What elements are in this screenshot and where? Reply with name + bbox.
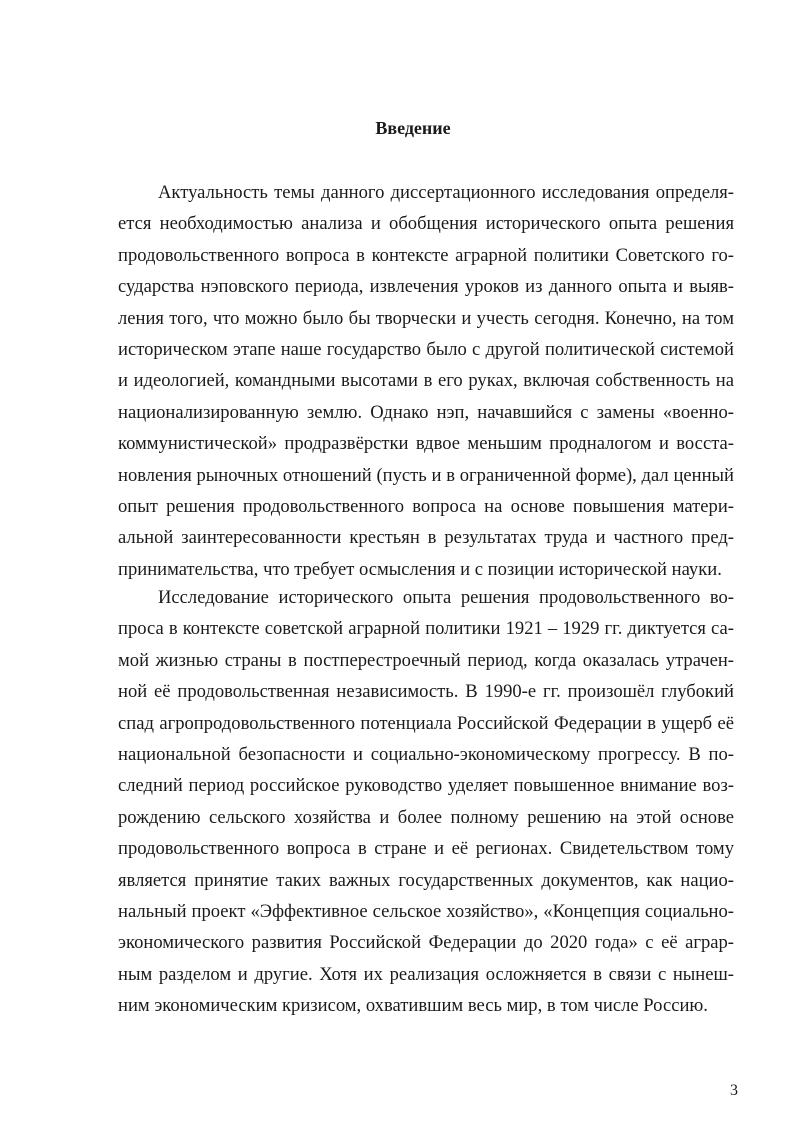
- text-line: следний период российское руководство уделяет повышенное внимание воз-: [118, 775, 734, 797]
- text-line: опыт решения продовольственного вопроса на основе повышения матери-: [118, 495, 734, 517]
- text-line: продовольственного вопроса в контексте аграрной политики Советского го-: [118, 244, 734, 266]
- paragraph: [118, 582, 734, 1021]
- text-line: проса в контексте советской аграрной политики 1921 – 1929 гг. диктуется са-: [118, 618, 734, 640]
- text-line: рождению сельского хозяйства и более полному решению на этой основе: [118, 806, 734, 828]
- text-line: ним экономическим кризисом, охватившим весь мир, в том числе Россию.: [118, 995, 708, 1017]
- text-line: экономического развития Российской Федерации до 2020 года» с её аграр-: [118, 932, 734, 954]
- text-line: альной заинтересованности крестьян в результатах труда и частного пред-: [118, 527, 734, 549]
- text-line: новления рыночных отношений (пусть и в ограниченной форме), дал ценный: [118, 464, 734, 486]
- text-line: продовольственного вопроса в стране и её регионах. Свидетельством тому: [118, 838, 734, 860]
- text-line: ной её продовольственная независимость. В 1990-е гг. произошёл глубокий: [118, 681, 734, 703]
- text-line: национальной безопасности и социально-экономическому прогрессу. В по-: [118, 744, 734, 766]
- text-line: сударства нэповского периода, извлечения уроков из данного опыта и выяв-: [118, 276, 734, 298]
- text-line: принимательства, что требует осмысления и с позиции исторической науки.: [118, 558, 722, 580]
- text-line: является принятие таких важных государственных документов, как нацио-: [118, 869, 734, 891]
- paragraph: [118, 177, 734, 585]
- text-line: ления того, что можно было бы творчески и учесть сегодня. Конечно, на том: [118, 307, 734, 329]
- text-line: ется необходимостью анализа и обобщения исторического опыта решения: [118, 213, 734, 235]
- text-line: ным разделом и другие. Хотя их реализация осложняется в связи с нынеш-: [118, 963, 734, 985]
- text-line: нальный проект «Эффективное сельское хозяйство», «Концепция социально-: [118, 900, 734, 922]
- text-line: историческом этапе наше государство было с другой политической системой: [118, 338, 734, 360]
- text-line: спад агропродовольственного потенциала Российской Федерации в ущерб её: [118, 712, 734, 734]
- text-line: и идеологией, командными высотами в его руках, включая собственность на: [118, 370, 734, 392]
- document-body: [118, 177, 734, 1022]
- section-title: Введение: [375, 118, 451, 138]
- text-line: Актуальность темы данного диссертационного исследования определя-: [158, 182, 734, 203]
- text-line: мой жизнью страны в постперестроечный период, когда оказалась утрачен-: [118, 649, 734, 671]
- text-line: коммунистической» продразвёрстки вдвое меньшим продналогом и восста-: [118, 433, 734, 455]
- text-line: национализированную землю. Однако нэп, начавшийся с замены «военно-: [118, 401, 734, 423]
- text-line: Исследование исторического опыта решения продовольственного во-: [158, 587, 734, 609]
- page-number: 3: [730, 1082, 738, 1099]
